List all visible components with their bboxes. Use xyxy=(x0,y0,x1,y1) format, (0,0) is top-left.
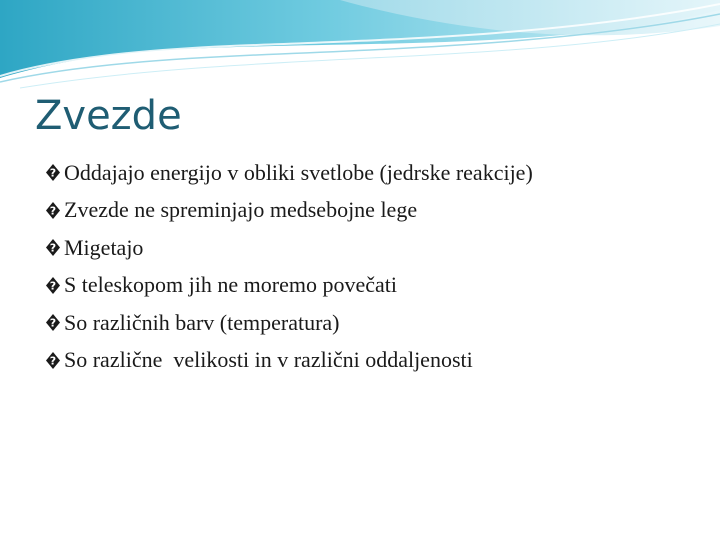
missing-glyph-bullet-icon xyxy=(46,202,60,219)
missing-glyph-bullet-icon xyxy=(46,164,60,181)
missing-glyph-bullet-icon xyxy=(46,277,60,294)
bullet-item xyxy=(46,192,533,230)
svg-text:?: ? xyxy=(49,204,57,218)
bullet-text: S teleskopom jih ne moremo povečati xyxy=(64,272,397,298)
bullet-item xyxy=(46,229,533,267)
bullet-list xyxy=(46,154,533,379)
bullet-text: So različne velikosti in v različni oddaljenosti xyxy=(64,347,473,373)
svg-text:?: ? xyxy=(49,316,57,330)
missing-glyph-bullet-icon xyxy=(46,314,60,331)
bullet-item xyxy=(46,154,533,192)
bullet-item xyxy=(46,342,533,380)
bullet-item xyxy=(46,304,533,342)
bullet-text: Migetajo xyxy=(64,234,144,260)
bullet-text: So različnih barv (temperatura) xyxy=(64,309,340,335)
wave-header-decoration xyxy=(0,0,720,90)
bullet-item xyxy=(46,267,533,305)
missing-glyph-bullet-icon xyxy=(46,239,60,256)
svg-text:?: ? xyxy=(49,241,57,255)
svg-text:?: ? xyxy=(49,166,57,180)
slide-title: Zvezde xyxy=(35,93,182,139)
bullet-text: Zvezde ne spreminjajo medsebojne lege xyxy=(64,197,418,223)
svg-text:?: ? xyxy=(49,279,57,293)
missing-glyph-bullet-icon xyxy=(46,352,60,369)
bullet-text: Oddajajo energijo v obliki svetlobe (jedrske reakcije) xyxy=(64,159,533,185)
svg-text:?: ? xyxy=(49,354,57,368)
